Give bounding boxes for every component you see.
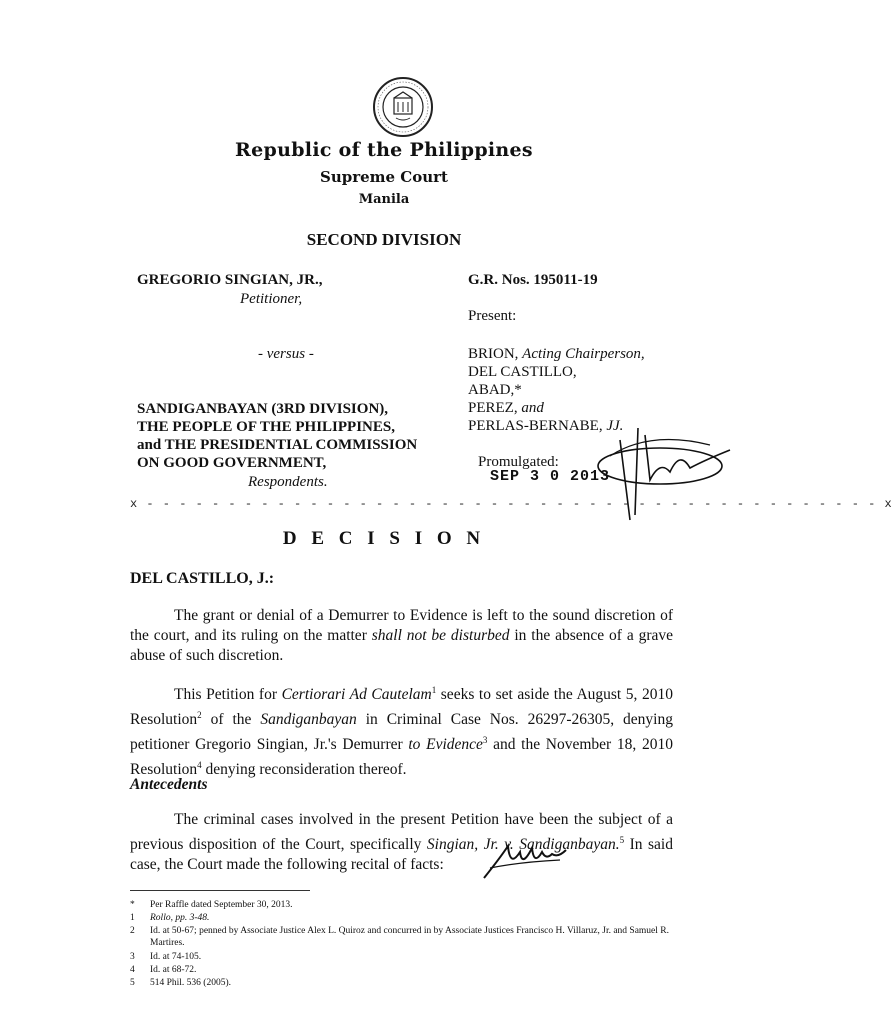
justice-line — [468, 363, 577, 382]
justice-role: and — [521, 400, 544, 416]
respondents-role: Respondents. — [248, 474, 328, 490]
footnote — [130, 913, 690, 925]
promulgated-date-stamp: SEP 3 0 2013 — [490, 468, 611, 485]
justice-line — [468, 381, 522, 400]
justice-role: Acting Chairperson, — [522, 346, 645, 362]
text-run: in Criminal Case Nos. 26297-26305, denying petitioner Gregorio Singian, Jr.'s Demurrer — [130, 711, 673, 754]
ponente: DEL CASTILLO, J.: — [130, 570, 275, 587]
division-heading: SECOND DIVISION — [306, 230, 462, 249]
text-run: shall not be disturbed — [371, 627, 510, 644]
footnote-mark: 1 — [130, 913, 135, 923]
text-run: In said case, the Court made the following recital of facts: — [130, 836, 673, 874]
handwritten-signature — [590, 420, 740, 525]
text-run: Sandiganbayan — [260, 711, 357, 729]
footnote-ref: 1 — [431, 685, 437, 695]
footnote-text: Rollo, pp. 3-48. — [150, 913, 210, 923]
footnote — [130, 978, 690, 990]
text-run: seeks to set aside the August 5, 2010 Resolution — [130, 686, 674, 729]
text-run: Certiorari Ad Cautelam — [281, 686, 432, 704]
respondent-line: THE PEOPLE OF THE PHILIPPINES, — [137, 419, 395, 435]
footnote-mark: 5 — [130, 978, 135, 988]
justice-name: PERLAS-BERNABE, — [468, 418, 607, 434]
footnote-ref: 4 — [197, 760, 202, 771]
caption-separator: x - - - - - - - - - - - - - - - - - - - - - - - - - - - - - - - - - - - - - - - - - - - - - x — [130, 497, 893, 511]
text-run: Singian, Jr. v. Sandiganbayan. — [426, 836, 620, 854]
respondent-line: ON GOOD GOVERNMENT, — [137, 455, 327, 471]
separator-x: x — [130, 497, 139, 511]
paragraph-1 — [130, 606, 673, 666]
footnote-ref: 2 — [197, 710, 202, 721]
footnote — [130, 900, 690, 912]
footnote-mark: 3 — [130, 952, 135, 962]
footnote-text: Id. at 50-67; penned by Associate Justice Alex L. Quiroz and concurred in by Associate Justices Francisco H. Villaruz, Jr. and Samuel R. Martires. — [150, 926, 670, 948]
footnote-mark: * — [130, 900, 135, 910]
text-run: and the November 18, 2010 Resolution — [130, 736, 673, 779]
promulgated-label: Promulgated: — [478, 454, 559, 470]
text-run: in the absence of a grave abuse of such discretion. — [130, 627, 673, 664]
footnote-text: Id. at 68-72. — [150, 965, 197, 975]
respondent-line: and THE PRESIDENTIAL COMMISSION — [137, 437, 418, 453]
text-run: of the — [201, 711, 261, 729]
republic-heading: Republic of the Philippines — [235, 139, 533, 161]
footnote-mark: 2 — [130, 926, 135, 936]
text-run: to Evidence — [408, 736, 483, 754]
petitioner-name: GREGORIO SINGIAN, JR., — [137, 272, 323, 288]
supreme-court-seal — [372, 76, 434, 138]
footnote-mark: 4 — [130, 965, 135, 975]
justice-name: PEREZ, — [468, 400, 522, 416]
antecedents-heading: Antecedents — [130, 776, 208, 793]
footnote-text: Per Raffle dated September 30, 2013. — [150, 900, 293, 910]
justice-name: BRION, — [468, 346, 523, 362]
justice-name: ABAD,* — [468, 382, 522, 398]
footnote-ref: 5 — [619, 835, 625, 845]
justice-line — [468, 399, 544, 418]
text-run: The criminal cases involved in the present Petition have been the subject of a previous disposition of the Court, specifically — [130, 811, 673, 854]
gr-number: G.R. Nos. 195011-19 — [468, 272, 598, 288]
text-run: denying reconsideration thereof. — [201, 761, 407, 779]
separator-x-end: x — [884, 497, 893, 511]
petitioner-role: Petitioner, — [240, 291, 303, 307]
city-heading: Manila — [358, 192, 410, 207]
footnote — [130, 965, 690, 977]
footnote-text: Id. at 74-105. — [150, 952, 202, 962]
paragraph-2 — [130, 680, 673, 781]
justice-name: DEL CASTILLO, — [468, 364, 577, 380]
footnote — [130, 926, 690, 949]
text-run: The grant or denial of a Demurrer to Evidence is left to the sound discretion of the court, and its ruling on the matter — [130, 607, 673, 644]
court-heading: Supreme Court — [320, 168, 448, 186]
footnote-ref: 3 — [482, 735, 488, 746]
text-run: This Petition for — [174, 686, 282, 704]
paragraph-3 — [130, 810, 673, 875]
decision-title: D E C I S I O N — [282, 528, 486, 549]
versus-label: - versus - — [258, 346, 314, 362]
respondent-line: SANDIGANBAYAN (3RD DIVISION), — [137, 401, 389, 417]
footnote-rule — [130, 890, 310, 891]
present-label: Present: — [468, 308, 517, 324]
justice-role: JJ. — [606, 418, 624, 434]
footnote-text: 514 Phil. 536 (2005). — [150, 978, 232, 988]
justice-line — [468, 345, 645, 364]
footnote — [130, 952, 690, 964]
